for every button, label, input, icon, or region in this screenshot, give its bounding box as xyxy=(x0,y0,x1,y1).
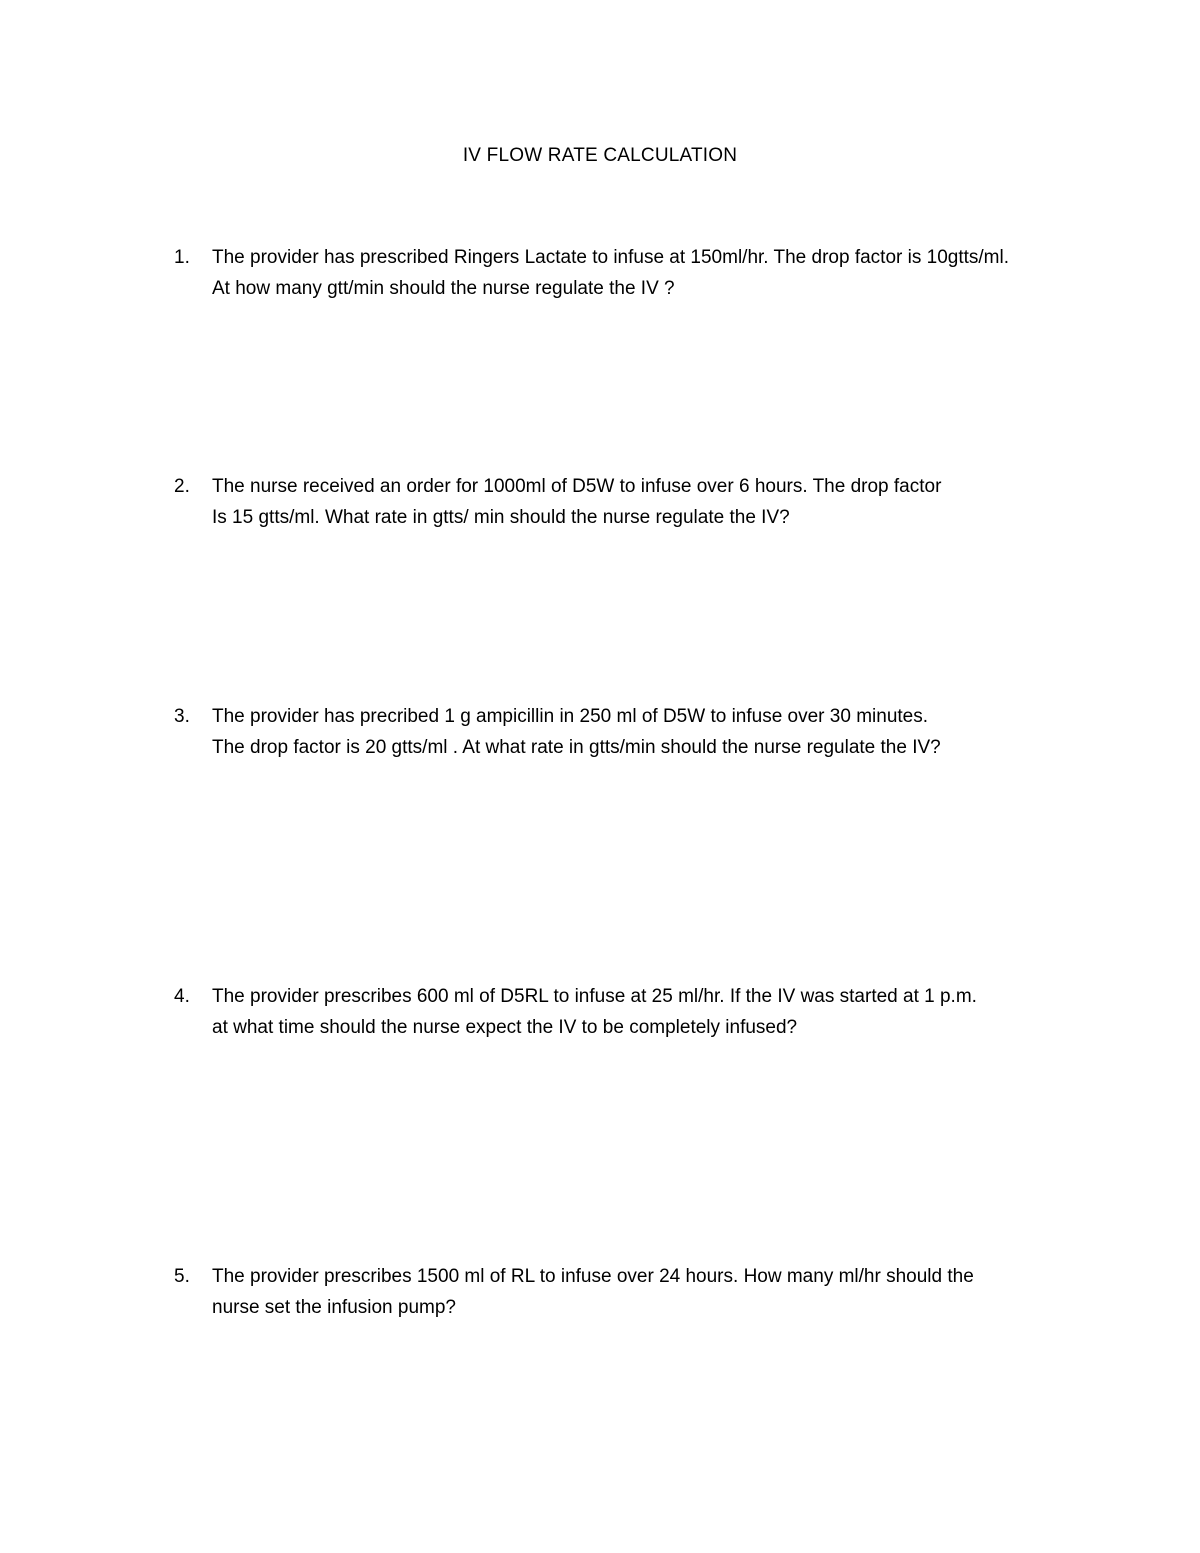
question-number: 3. xyxy=(174,706,190,727)
question-number: 1. xyxy=(174,247,190,268)
question-text-line: Is 15 gtts/ml. What rate in gtts/ min should the nurse regulate the IV? xyxy=(212,507,790,528)
question-text-line: The drop factor is 20 gtts/ml . At what rate in gtts/min should the nurse regulate the IV? xyxy=(212,737,941,758)
question-number: 4. xyxy=(174,986,190,1007)
question-text-line: The provider prescribes 1500 ml of RL to infuse over 24 hours. How many ml/hr should the xyxy=(212,1266,974,1287)
question-number: 2. xyxy=(174,476,190,497)
question-text-line: At how many gtt/min should the nurse regulate the IV ? xyxy=(212,278,675,299)
question-number: 5. xyxy=(174,1266,190,1287)
question-text-line: The nurse received an order for 1000ml of D5W to infuse over 6 hours. The drop factor xyxy=(212,476,942,497)
question-text-line: The provider prescribes 600 ml of D5RL to infuse at 25 ml/hr. If the IV was started at 1 p.m. xyxy=(212,986,977,1007)
question-text-line: nurse set the infusion pump? xyxy=(212,1297,456,1318)
question-text-line: at what time should the nurse expect the IV to be completely infused? xyxy=(212,1017,798,1038)
question-text-line: The provider has precribed 1 g ampicillin in 250 ml of D5W to infuse over 30 minutes. xyxy=(212,706,929,727)
question-text-line: The provider has prescribed Ringers Lactate to infuse at 150ml/hr. The drop factor is 10gtts/ml. xyxy=(212,247,1009,268)
page-title: IV FLOW RATE CALCULATION xyxy=(462,145,738,166)
